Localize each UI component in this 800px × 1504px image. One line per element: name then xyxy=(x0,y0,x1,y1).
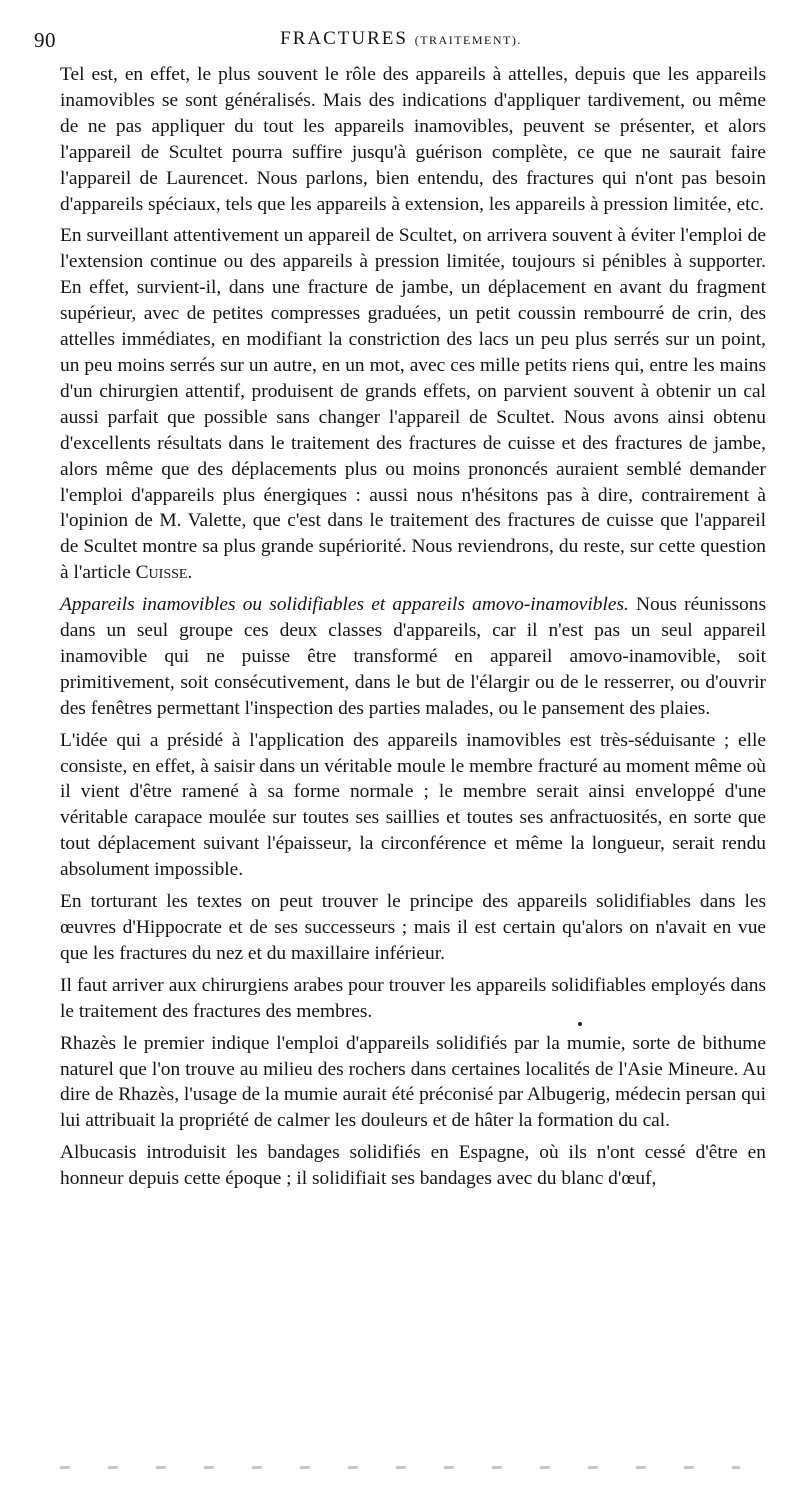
running-title xyxy=(34,28,768,50)
paragraph-text: En surveillant attentivement un appareil de Scultet, on arrivera souvent à éviter l'emploi de l'extension continue ou des appareils à pression limitée, toujours si pénibles à supporter. En effet, survient-il, dans une fracture de jambe, un déplacement en avant du fragment supérieur, avec de petites compresses graduées, un petit coussin rembourré de crin, des attelles immédiates, en modifiant la constriction des lacs un peu plus serrés sur un point, un peu moins serrés sur un autre, en un mot, avec ces mille petits riens qui, entre les mains d'un chirurgien attentif, produisent de grands effets, on parvient souvent à obtenir un cal aussi parfait que possible sans changer l'appareil de Scultet. Nous avons ainsi obtenu d'excellents résultats dans le traitement des fractures de cuisse et des fractures de jambe, alors même que des déplacements plus ou moins prononcés auraient semblé demander l'emploi d'appareils plus énergiques : aussi nous n'hésitons pas à dire, contrairement à l'opinion de M. Valette, que c'est dans le traitement des fractures de cuisse que l'appareil de Scultet montre sa plus grande supériorité. Nous reviendrons, du reste, sur cette question à l'article xyxy=(60,225,766,584)
page-header xyxy=(34,28,768,58)
paragraph xyxy=(60,889,766,967)
body-text xyxy=(60,62,766,1198)
paragraph-text: Rhazès le premier indique l'emploi d'appareils solidifiés par la mumie, sorte de bithume naturel que l'on trouve au milieu des rochers dans certaines localités de l'Asie Mineure. Au dire de Rhazès, l'usage de la mumie aurait été préconisé par Albugerig, médecin persan qui lui attribuait la propriété de calmer les douleurs et de hâter la formation du cal. xyxy=(60,1032,766,1132)
running-title-main: FRACTURES xyxy=(280,28,408,49)
paragraph xyxy=(60,223,766,586)
paragraph xyxy=(60,1140,766,1192)
section-heading: Appareils inamovibles ou solidifiables et appareils amovo-inamovibles. xyxy=(60,594,629,616)
paragraph-text: Il faut arriver aux chirurgiens arabes pour trouver les appareils solidifiables employés dans le traitement des fractures des membres. xyxy=(60,974,766,1022)
paragraph-text: Albucasis introduisit les bandages solidifiés en Espagne, où ils n'ont cessé d'être en honneur depuis cette époque ; il solidifiait ses bandages avec du blanc d'œuf, xyxy=(60,1142,766,1190)
paragraph-text: Tel est, en effet, le plus souvent le rôle des appareils à attelles, depuis que les appareils inamovibles se sont généralisés. Mais des indications d'appliquer tardivement, ou même de ne pas appliquer du tout les appareils inamovibles, peuvent se présenter, et alors l'appareil de Scultet pourra suffire jusqu'à guérison complète, ce que ne saurait faire l'appareil de Laurencet. Nous parlons, bien entendu, des fractures qui n'ont pas besoin d'appareils spéciaux, tels que les appareils à extension, les appareils à pression limitée, etc. xyxy=(60,64,766,215)
ink-speck xyxy=(578,1022,582,1026)
paragraph xyxy=(60,62,766,217)
paragraph-text: . xyxy=(187,562,193,584)
bleed-through-line xyxy=(60,1466,740,1469)
paragraph-text: Nous réunissons dans un seul groupe ces deux classes d'appareils, car il n'est pas un seul appareil inamovible qui ne puisse être transformé en appareil amovo-inamovible, soit primitivement, soit consécutivement, dans le but de l'élargir ou de le resserrer, ou d'ouvrir des fenêtres permettant l'inspection des parties malades, ou le pansement des plaies. xyxy=(60,594,766,719)
paragraph-text: L'idée qui a présidé à l'application des appareils inamovibles est très-séduisante ; elle consiste, en effet, à saisir dans un véritable moule le membre fracturé au moment même où il vient d'être ramené à sa forme normale ; le membre serait ainsi enveloppé d'une véritable carapace moulée sur toutes ses saillies et toutes ses anfractuosités, en sorte que tout déplacement suivant l'épaisseur, la circonférence et même la longueur, serait rendu absolument impossible. xyxy=(60,729,766,881)
paragraph xyxy=(60,973,766,1025)
article-reference: Cuisse xyxy=(135,562,188,584)
paragraph-text: En torturant les textes on peut trouver le principe des appareils solidifiables dans les œuvres d'Hippocrate et de ses successeurs ; mais il est certain qu'alors on n'avait en vue que les fractures du nez et du maxillaire inférieur. xyxy=(60,891,766,964)
paragraph xyxy=(60,592,766,722)
paragraph xyxy=(60,728,766,883)
running-title-sub: (TRAITEMENT). xyxy=(414,33,522,47)
page-number: 90 xyxy=(34,28,56,52)
paragraph xyxy=(60,1031,766,1135)
